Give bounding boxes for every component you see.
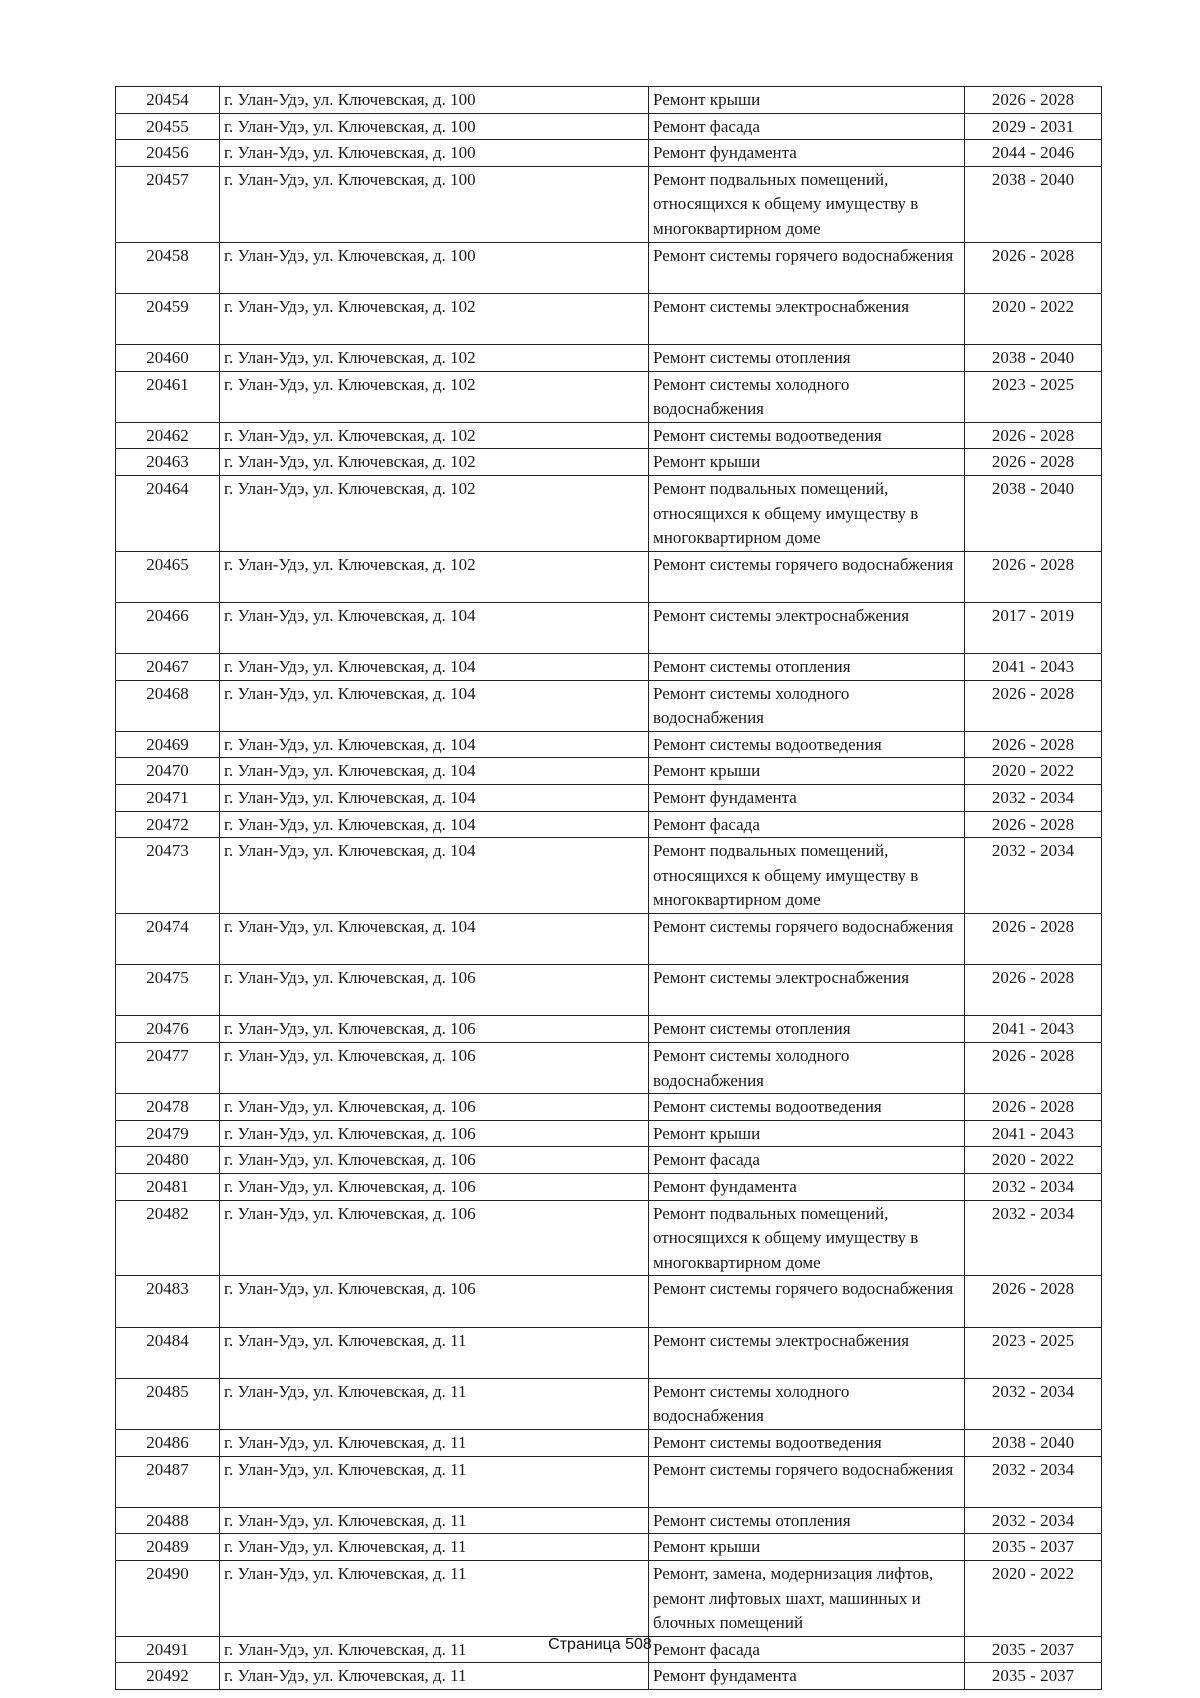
repair-schedule-table [115,86,1102,1690]
page-number: Страница 508 [548,1636,652,1653]
period-cell: 2026 - 2028 [965,87,1102,114]
record-number: 20486 [116,1429,220,1456]
address-cell: г. Улан-Удэ, ул. Ключевская, д. 11 [220,1327,649,1378]
table-row [116,1016,1102,1043]
period-cell: 2026 - 2028 [965,731,1102,758]
work-type-cell: Ремонт системы электроснабжения [649,293,965,344]
address-cell: г. Улан-Удэ, ул. Ключевская, д. 102 [220,449,649,476]
table-row [116,1094,1102,1121]
table-row [116,1456,1102,1507]
record-number: 20489 [116,1534,220,1561]
period-cell: 2035 - 2037 [965,1663,1102,1690]
table-row [116,654,1102,681]
work-type-cell: Ремонт системы холодного водоснабжения [649,680,965,731]
address-cell: г. Улан-Удэ, ул. Ключевская, д. 11 [220,1507,649,1534]
period-cell: 2026 - 2028 [965,811,1102,838]
work-type-cell: Ремонт системы отопления [649,654,965,681]
address-cell: г. Улан-Удэ, ул. Ключевская, д. 11 [220,1663,649,1690]
period-cell: 2032 - 2034 [965,1200,1102,1276]
address-cell: г. Улан-Удэ, ул. Ключевская, д. 104 [220,758,649,785]
period-cell: 2023 - 2025 [965,1327,1102,1378]
period-cell: 2032 - 2034 [965,1378,1102,1429]
record-number: 20472 [116,811,220,838]
work-type-cell: Ремонт системы горячего водоснабжения [649,1456,965,1507]
period-cell: 2026 - 2028 [965,680,1102,731]
work-type-cell: Ремонт системы водоотведения [649,1429,965,1456]
record-number: 20454 [116,87,220,114]
table-row [116,166,1102,242]
work-type-cell: Ремонт, замена, модернизация лифтов, ремонт лифтовых шахт, машинных и блочных помещений [649,1560,965,1636]
table-row [116,785,1102,812]
address-cell: г. Улан-Удэ, ул. Ключевская, д. 100 [220,87,649,114]
record-number: 20457 [116,166,220,242]
work-type-cell: Ремонт системы горячего водоснабжения [649,242,965,293]
address-cell: г. Улан-Удэ, ул. Ключевская, д. 100 [220,140,649,167]
work-type-cell: Ремонт крыши [649,449,965,476]
work-type-cell: Ремонт фасада [649,1636,965,1663]
address-cell: г. Улан-Удэ, ул. Ключевская, д. 104 [220,731,649,758]
record-number: 20480 [116,1147,220,1174]
address-cell: г. Улан-Удэ, ул. Ключевская, д. 11 [220,1456,649,1507]
address-cell: г. Улан-Удэ, ул. Ключевская, д. 106 [220,965,649,1016]
period-cell: 2026 - 2028 [965,965,1102,1016]
period-cell: 2038 - 2040 [965,1429,1102,1456]
work-type-cell: Ремонт фасада [649,113,965,140]
work-type-cell: Ремонт подвальных помещений, относящихся к общему имуществу в многоквартирном доме [649,1200,965,1276]
period-cell: 2032 - 2034 [965,838,1102,914]
address-cell: г. Улан-Удэ, ул. Ключевская, д. 104 [220,811,649,838]
table-row [116,1378,1102,1429]
table-row [116,1276,1102,1327]
period-cell: 2038 - 2040 [965,475,1102,551]
record-number: 20477 [116,1043,220,1094]
address-cell: г. Улан-Удэ, ул. Ключевская, д. 106 [220,1200,649,1276]
address-cell: г. Улан-Удэ, ул. Ключевская, д. 102 [220,551,649,602]
table-row [116,680,1102,731]
work-type-cell: Ремонт системы электроснабжения [649,965,965,1016]
address-cell: г. Улан-Удэ, ул. Ключевская, д. 106 [220,1173,649,1200]
period-cell: 2032 - 2034 [965,1456,1102,1507]
period-cell: 2026 - 2028 [965,422,1102,449]
table-row [116,293,1102,344]
work-type-cell: Ремонт крыши [649,87,965,114]
table-row [116,1043,1102,1094]
period-cell: 2026 - 2028 [965,1276,1102,1327]
period-cell: 2020 - 2022 [965,1147,1102,1174]
record-number: 20474 [116,914,220,965]
record-number: 20483 [116,1276,220,1327]
work-type-cell: Ремонт фундамента [649,140,965,167]
address-cell: г. Улан-Удэ, ул. Ключевская, д. 106 [220,1016,649,1043]
record-number: 20456 [116,140,220,167]
work-type-cell: Ремонт системы горячего водоснабжения [649,914,965,965]
table-row [116,449,1102,476]
period-cell: 2026 - 2028 [965,449,1102,476]
work-type-cell: Ремонт системы водоотведения [649,422,965,449]
period-cell: 2032 - 2034 [965,1173,1102,1200]
address-cell: г. Улан-Удэ, ул. Ключевская, д. 106 [220,1276,649,1327]
address-cell: г. Улан-Удэ, ул. Ключевская, д. 104 [220,785,649,812]
period-cell: 2038 - 2040 [965,344,1102,371]
table-row [116,344,1102,371]
table-row [116,1120,1102,1147]
work-type-cell: Ремонт крыши [649,1120,965,1147]
record-number: 20458 [116,242,220,293]
period-cell: 2038 - 2040 [965,166,1102,242]
record-number: 20484 [116,1327,220,1378]
address-cell: г. Улан-Удэ, ул. Ключевская, д. 102 [220,344,649,371]
record-number: 20467 [116,654,220,681]
work-type-cell: Ремонт подвальных помещений, относящихся к общему имуществу в многоквартирном доме [649,166,965,242]
table-row [116,1173,1102,1200]
table-row [116,1507,1102,1534]
table-row [116,1560,1102,1636]
record-number: 20461 [116,371,220,422]
period-cell: 2026 - 2028 [965,1094,1102,1121]
record-number: 20463 [116,449,220,476]
work-type-cell: Ремонт системы отопления [649,1507,965,1534]
record-number: 20488 [116,1507,220,1534]
table-row [116,140,1102,167]
address-cell: г. Улан-Удэ, ул. Ключевская, д. 11 [220,1560,649,1636]
record-number: 20491 [116,1636,220,1663]
record-number: 20471 [116,785,220,812]
period-cell: 2032 - 2034 [965,1507,1102,1534]
table-row [116,914,1102,965]
table-row [116,965,1102,1016]
period-cell: 2026 - 2028 [965,914,1102,965]
period-cell: 2044 - 2046 [965,140,1102,167]
record-number: 20482 [116,1200,220,1276]
table-row [116,811,1102,838]
record-number: 20468 [116,680,220,731]
work-type-cell: Ремонт системы горячего водоснабжения [649,551,965,602]
address-cell: г. Улан-Удэ, ул. Ключевская, д. 104 [220,914,649,965]
record-number: 20459 [116,293,220,344]
table-row [116,1534,1102,1561]
period-cell: 2029 - 2031 [965,113,1102,140]
work-type-cell: Ремонт фундамента [649,1173,965,1200]
record-number: 20455 [116,113,220,140]
work-type-cell: Ремонт системы электроснабжения [649,1327,965,1378]
period-cell: 2026 - 2028 [965,242,1102,293]
address-cell: г. Улан-Удэ, ул. Ключевская, д. 104 [220,680,649,731]
record-number: 20460 [116,344,220,371]
address-cell: г. Улан-Удэ, ул. Ключевская, д. 106 [220,1043,649,1094]
table-row [116,1200,1102,1276]
address-cell: г. Улан-Удэ, ул. Ключевская, д. 106 [220,1120,649,1147]
work-type-cell: Ремонт фасада [649,811,965,838]
period-cell: 2020 - 2022 [965,1560,1102,1636]
work-type-cell: Ремонт фундамента [649,1663,965,1690]
period-cell: 2032 - 2034 [965,785,1102,812]
address-cell: г. Улан-Удэ, ул. Ключевская, д. 11 [220,1534,649,1561]
record-number: 20464 [116,475,220,551]
period-cell: 2020 - 2022 [965,293,1102,344]
record-number: 20475 [116,965,220,1016]
work-type-cell: Ремонт системы отопления [649,344,965,371]
record-number: 20479 [116,1120,220,1147]
period-cell: 2017 - 2019 [965,602,1102,653]
record-number: 20492 [116,1663,220,1690]
period-cell: 2041 - 2043 [965,654,1102,681]
record-number: 20462 [116,422,220,449]
address-cell: г. Улан-Удэ, ул. Ключевская, д. 102 [220,475,649,551]
work-type-cell: Ремонт системы холодного водоснабжения [649,1043,965,1094]
work-type-cell: Ремонт крыши [649,758,965,785]
record-number: 20465 [116,551,220,602]
record-number: 20481 [116,1173,220,1200]
address-cell: г. Улан-Удэ, ул. Ключевская, д. 102 [220,293,649,344]
record-number: 20466 [116,602,220,653]
address-cell: г. Улан-Удэ, ул. Ключевская, д. 100 [220,166,649,242]
table-row [116,242,1102,293]
address-cell: г. Улан-Удэ, ул. Ключевская, д. 104 [220,602,649,653]
table-row [116,113,1102,140]
table-row [116,838,1102,914]
record-number: 20469 [116,731,220,758]
work-type-cell: Ремонт системы холодного водоснабжения [649,1378,965,1429]
address-cell: г. Улан-Удэ, ул. Ключевская, д. 102 [220,371,649,422]
work-type-cell: Ремонт системы горячего водоснабжения [649,1276,965,1327]
record-number: 20485 [116,1378,220,1429]
address-cell: г. Улан-Удэ, ул. Ключевская, д. 100 [220,242,649,293]
table-body [116,87,1102,1690]
work-type-cell: Ремонт подвальных помещений, относящихся к общему имуществу в многоквартирном доме [649,838,965,914]
table-row [116,602,1102,653]
table-row [116,1147,1102,1174]
work-type-cell: Ремонт системы холодного водоснабжения [649,371,965,422]
table-row [116,1429,1102,1456]
table-row [116,1663,1102,1690]
period-cell: 2041 - 2043 [965,1120,1102,1147]
table-row [116,422,1102,449]
period-cell: 2041 - 2043 [965,1016,1102,1043]
address-cell: г. Улан-Удэ, ул. Ключевская, д. 104 [220,838,649,914]
address-cell: г. Улан-Удэ, ул. Ключевская, д. 102 [220,422,649,449]
table-row [116,87,1102,114]
period-cell: 2020 - 2022 [965,758,1102,785]
work-type-cell: Ремонт подвальных помещений, относящихся к общему имуществу в многоквартирном доме [649,475,965,551]
table-row [116,1327,1102,1378]
work-type-cell: Ремонт системы отопления [649,1016,965,1043]
record-number: 20473 [116,838,220,914]
period-cell: 2035 - 2037 [965,1636,1102,1663]
address-cell: г. Улан-Удэ, ул. Ключевская, д. 104 [220,654,649,681]
record-number: 20470 [116,758,220,785]
work-type-cell: Ремонт фундамента [649,785,965,812]
period-cell: 2026 - 2028 [965,551,1102,602]
address-cell: г. Улан-Удэ, ул. Ключевская, д. 11 [220,1378,649,1429]
table-row [116,731,1102,758]
work-type-cell: Ремонт системы водоотведения [649,731,965,758]
address-cell: г. Улан-Удэ, ул. Ключевская, д. 11 [220,1429,649,1456]
address-cell: г. Улан-Удэ, ул. Ключевская, д. 106 [220,1094,649,1121]
table-row [116,551,1102,602]
address-cell: г. Улан-Удэ, ул. Ключевская, д. 11 [220,1636,649,1663]
table-row [116,758,1102,785]
address-cell: г. Улан-Удэ, ул. Ключевская, д. 100 [220,113,649,140]
record-number: 20490 [116,1560,220,1636]
work-type-cell: Ремонт системы водоотведения [649,1094,965,1121]
work-type-cell: Ремонт крыши [649,1534,965,1561]
record-number: 20476 [116,1016,220,1043]
table-row [116,475,1102,551]
work-type-cell: Ремонт фасада [649,1147,965,1174]
address-cell: г. Улан-Удэ, ул. Ключевская, д. 106 [220,1147,649,1174]
period-cell: 2035 - 2037 [965,1534,1102,1561]
record-number: 20487 [116,1456,220,1507]
table-row [116,371,1102,422]
record-number: 20478 [116,1094,220,1121]
work-type-cell: Ремонт системы электроснабжения [649,602,965,653]
period-cell: 2023 - 2025 [965,371,1102,422]
period-cell: 2026 - 2028 [965,1043,1102,1094]
